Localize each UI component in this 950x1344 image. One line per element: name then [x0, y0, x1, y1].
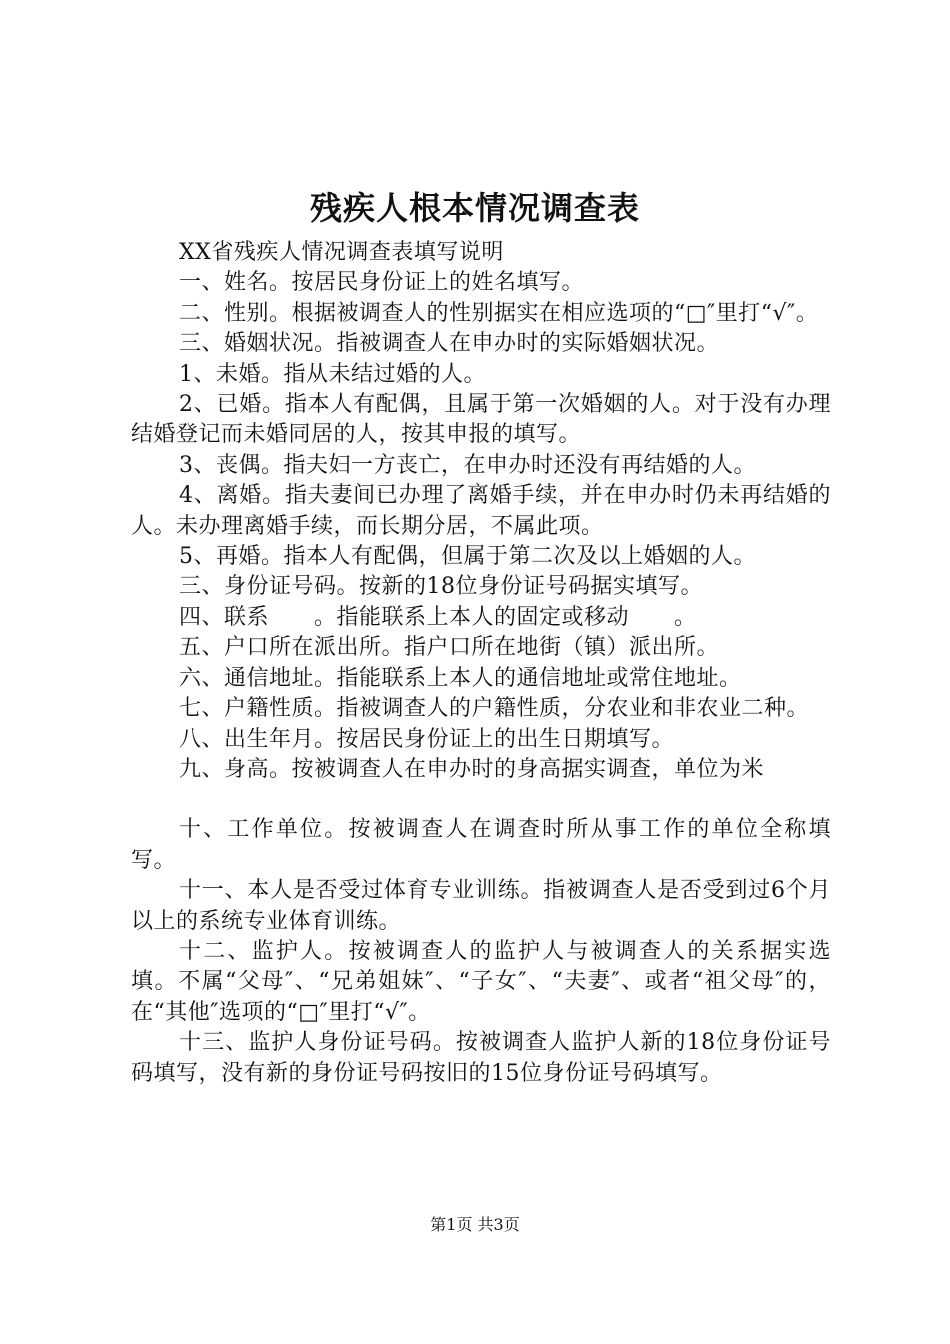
paragraph-remarried: 5、再婚。指本人有配偶，但属于第二次及以上婚姻的人。: [179, 544, 756, 570]
paragraph-married: 2、已婚。指本人有配偶，且属于第一次婚姻的人。对于没有办理结婚登记而未婚同居的人，按其申报的填写。: [131, 392, 831, 448]
paragraph-guardian-id: 十三、监护人身份证号码。按被调查人监护人新的18位身份证号码填写，没有新的身份证号码按旧的15位身份证号码填写。: [131, 1030, 831, 1086]
paragraph-height: 九、身高。按被调查人在申办时的身高据实调查，单位为米: [179, 756, 765, 782]
paragraph-guardian: 十二、监护人。按被调查人的监护人与被调查人的关系据实选填。不属“父母″、“兄弟姐妹″、“子女″、“夫妻″、或者“祖父母″的，在“其他″选项的“□″里打“√″。: [131, 938, 831, 1025]
paragraph-intro: XX省残疾人情况调查表填写说明: [179, 240, 504, 265]
paragraph-unmarried: 1、未婚。指从未结过婚的人。: [179, 361, 486, 387]
document-body: [131, 238, 831, 1089]
paragraph-widowed: 3、丧偶。指夫妇一方丧亡，在申办时还没有再结婚的人。: [179, 452, 756, 478]
paragraph-marital-status: 三、婚姻状况。指被调查人在申办时的实际婚姻状况。: [179, 331, 720, 357]
paragraph-household-type: 七、户籍性质。指被调查人的户籍性质，分农业和非农业二种。: [179, 696, 810, 722]
document-title: 残疾人根本情况调查表: [309, 189, 640, 227]
paragraph-gender: 二、性别。根据被调查人的性别据实在相应选项的“□″里打“√″。: [179, 300, 819, 326]
paragraph-employer: 十、工作单位。按被调查人在调查时所从事工作的单位全称填写。: [131, 817, 831, 873]
paragraph-name: 一、姓名。按居民身份证上的姓名填写。: [179, 270, 585, 296]
paragraph-police-station: 五、户口所在派出所。指户口所在地街（镇）派出所。: [179, 635, 720, 661]
paragraph-divorced: 4、离婚。指夫妻间已办理了离婚手续，并在申办时仍未再结婚的人。未办理离婚手续，而长期分居，不属此项。: [131, 483, 831, 539]
paragraph-id-number: 三、身份证号码。按新的18位身份证号码据实填写。: [179, 574, 703, 600]
paragraph-contact: 四、联系 。指能联系上本人的固定或移动 。: [179, 604, 697, 630]
paragraph-birth-date: 八、出生年月。按居民身份证上的出生日期填写。: [179, 726, 675, 752]
paragraph-address: 六、通信地址。指能联系上本人的通信地址或常住地址。: [179, 665, 742, 691]
paragraph-sports-training: 十一、本人是否受过体育专业训练。指被调查人是否受到过6个月以上的系统专业体育训练。: [131, 878, 831, 934]
page-footer: 第1页 共3页: [430, 1215, 520, 1234]
